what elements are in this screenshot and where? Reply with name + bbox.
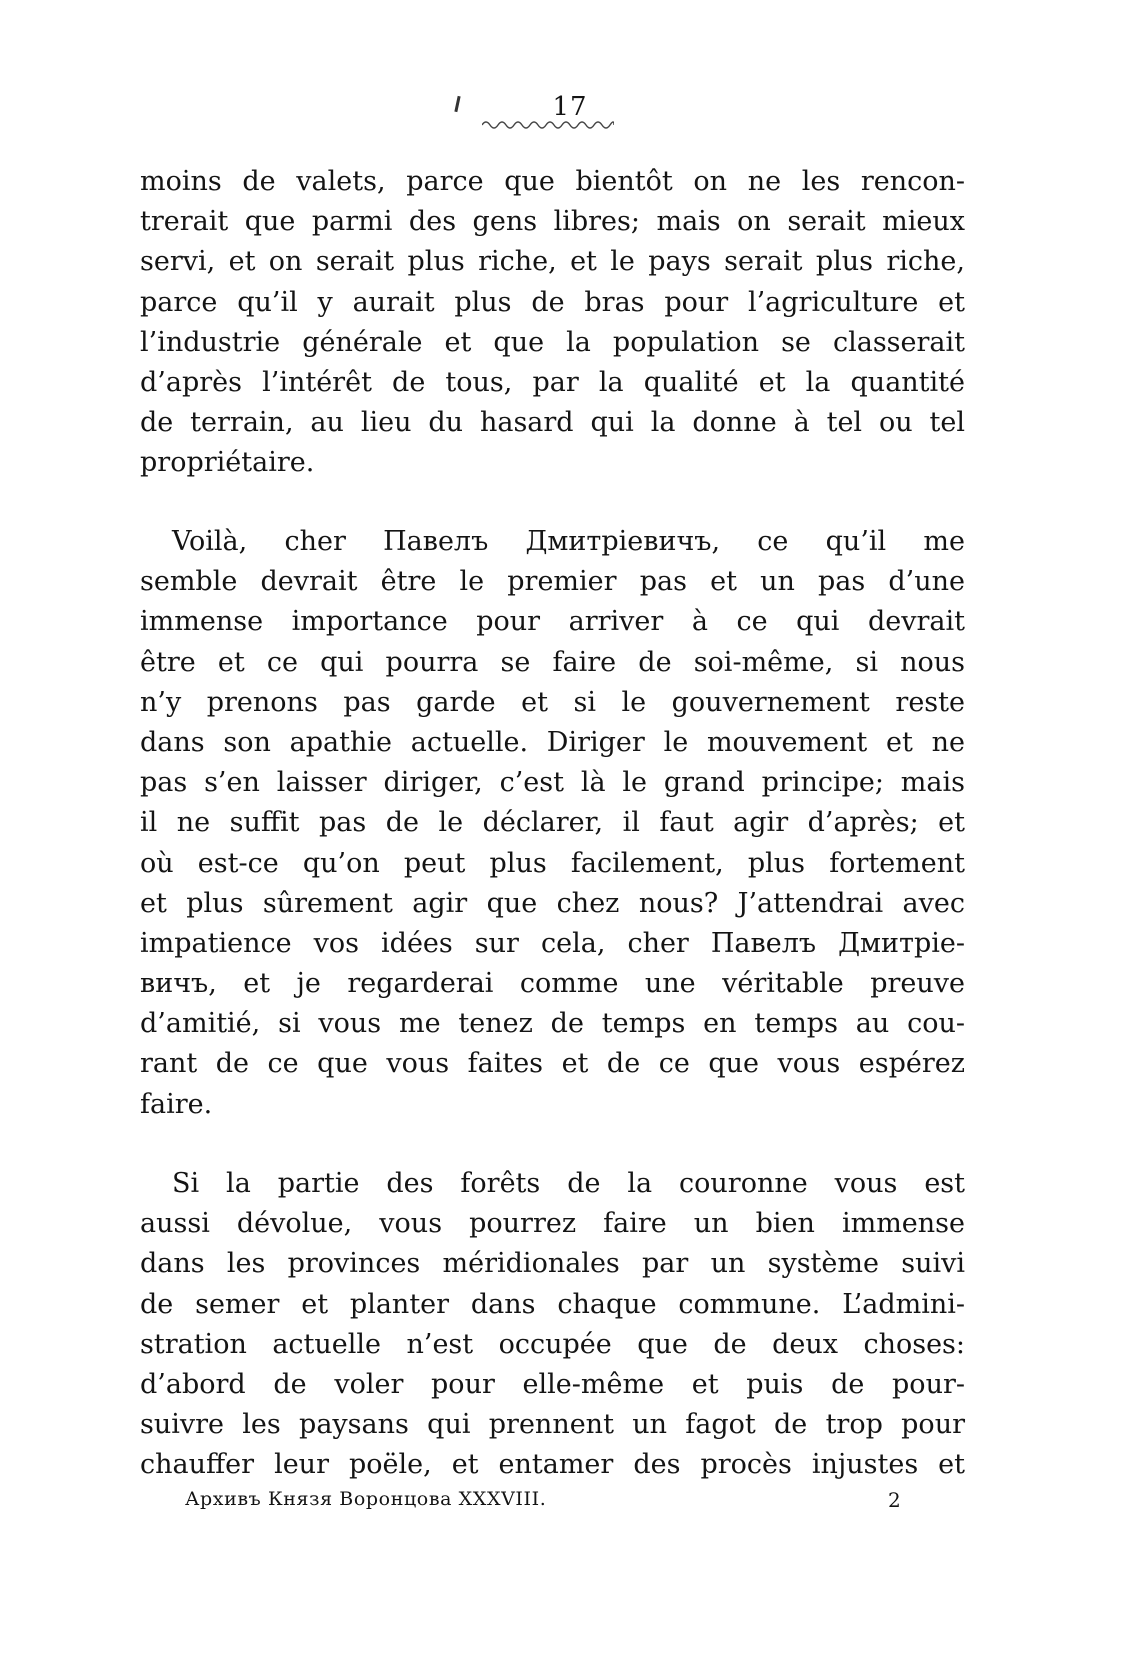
paragraph-1	[140, 162, 965, 484]
text-line: d’amitié, si vous me tenez de temps en temps au cou-	[140, 1008, 965, 1040]
text-line: moins de valets, parce que bientôt on ne les rencon-	[140, 166, 965, 197]
text-line: вичъ, et je regarderai comme une véritable preuve	[140, 968, 965, 1000]
text-line: de terrain, au lieu du hasard qui la donne à tel ou tel	[140, 407, 965, 439]
text-line: suivre les paysans qui prennent un fagot de trop pour	[140, 1409, 965, 1441]
text-line: faire.	[140, 1088, 213, 1120]
text-line: immense importance pour arriver à ce qui devrait	[140, 606, 965, 638]
text-line: trerait que parmi des gens libres; mais on serait mieux	[140, 206, 965, 238]
text-line: l’industrie générale et que la population se classerait	[140, 326, 965, 358]
text-line: Si la partie des forêts de la couronne vous est	[172, 1168, 965, 1199]
text-line: dans les provinces méridionales par un système suivi	[140, 1248, 965, 1280]
text-line: parce qu’il y aurait plus de bras pour l’agriculture et	[140, 286, 965, 318]
text-line: de semer et planter dans chaque commune. L’admini-	[140, 1288, 965, 1320]
header-ornament-rule	[482, 117, 614, 131]
text-line: servi, et on serait plus riche, et le pays serait plus riche,	[140, 246, 965, 278]
text-line: d’après l’intérêt de tous, par la qualité et la quantité	[140, 366, 965, 398]
text-line: semble devrait être le premier pas et un pas d’une	[140, 566, 965, 598]
text-line: pas s’en laisser diriger, c’est là le grand principe; mais	[140, 767, 965, 799]
paragraph-3	[140, 1164, 965, 1486]
page-number: 17	[552, 92, 588, 122]
text-line: aussi dévolue, vous pourrez faire un bien immense	[140, 1208, 965, 1240]
text-line: impatience vos idées sur cela, cher Павелъ Дмитріе-	[140, 927, 965, 959]
text-line: Voilà, cher Павелъ Дмитріевичъ, ce qu’il me	[172, 526, 965, 557]
footer-collection-title: Архивъ Князя Воронцова XXXVIII.	[185, 1488, 547, 1510]
text-line: et plus sûrement agir que chez nous? J’attendrai avec	[140, 887, 965, 919]
text-line: stration actuelle n’est occupée que de deux choses:	[140, 1328, 965, 1360]
text-line: chauffer leur poële, et entamer des procès injustes et	[140, 1449, 965, 1481]
footer-signature-mark: 2	[888, 1488, 901, 1512]
text-line: propriétaire.	[140, 447, 315, 479]
text-line: n’y prenons pas garde et si le gouvernement reste	[140, 686, 965, 718]
text-line: d’abord de voler pour elle-même et puis de pour-	[140, 1368, 965, 1400]
paragraph-2	[140, 522, 965, 1125]
text-line: où est-ce qu’on peut plus facilement, plus fortement	[140, 847, 965, 879]
text-line: dans son apathie actuelle. Diriger le mouvement et ne	[140, 726, 965, 758]
text-line: il ne suffit pas de le déclarer, il faut agir d’après; et	[140, 807, 965, 839]
text-line: rant de ce que vous faites et de ce que vous espérez	[140, 1048, 965, 1080]
text-line: être et ce qui pourra se faire de soi-même, si nous	[140, 646, 965, 678]
